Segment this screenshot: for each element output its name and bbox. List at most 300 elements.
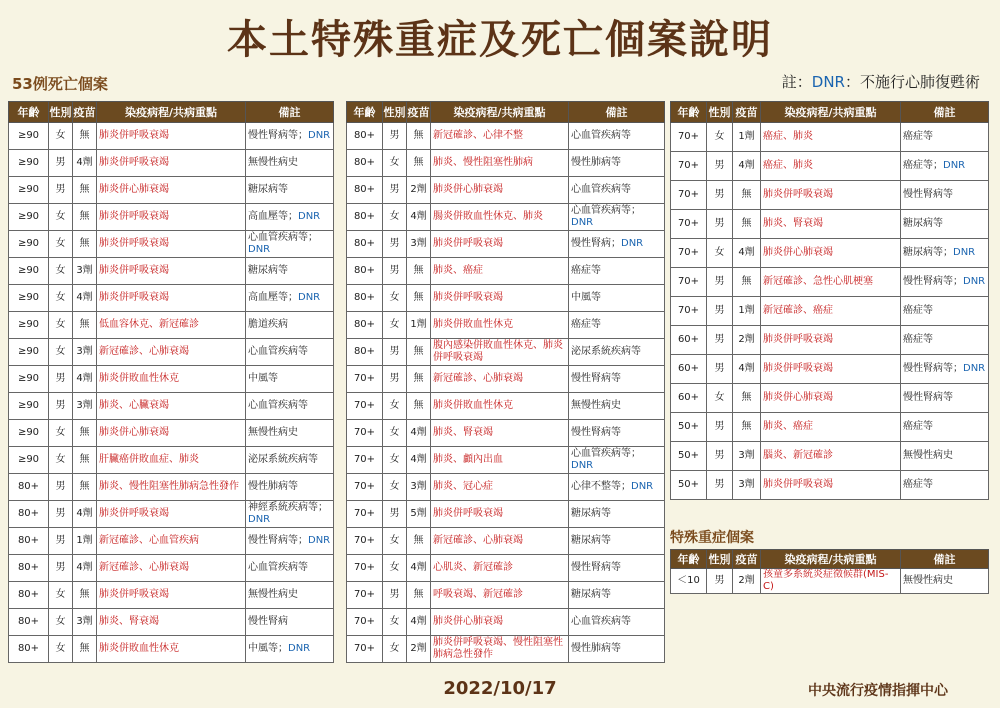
sex-cell: 男 xyxy=(49,366,73,393)
sex-cell: 男 xyxy=(707,268,733,297)
vaccine-cell: 2劑 xyxy=(733,326,761,355)
course-cell: 腹內感染併敗血性休克、肺炎併呼吸衰竭 xyxy=(431,339,569,366)
age-cell: 70+ xyxy=(347,366,383,393)
vaccine-cell: 1劑 xyxy=(73,528,97,555)
course-cell: 肺炎併呼吸衰竭 xyxy=(761,471,901,500)
age-cell: 70+ xyxy=(671,181,707,210)
course-cell: 肺炎、腎衰竭 xyxy=(431,420,569,447)
age-cell: 60+ xyxy=(671,355,707,384)
table-row xyxy=(9,636,334,663)
vaccine-cell: 無 xyxy=(733,268,761,297)
table-row xyxy=(347,474,665,501)
age-cell: 70+ xyxy=(671,210,707,239)
header-sex: 性別 xyxy=(49,102,73,123)
dnr-tag: DNR xyxy=(308,130,331,141)
course-cell: 肺炎、心臟衰竭 xyxy=(97,393,246,420)
vaccine-cell: 無 xyxy=(407,366,431,393)
course-cell: 新冠確診、心血管疾病 xyxy=(97,528,246,555)
course-cell: 肝臟癌併敗血症、肺炎 xyxy=(97,447,246,474)
header-course: 染疫病程/共病重點 xyxy=(97,102,246,123)
age-cell: ≥90 xyxy=(9,285,49,312)
remarks-cell: 泌尿系統疾病等 xyxy=(569,339,665,366)
vaccine-cell: 無 xyxy=(407,258,431,285)
course-cell: 肺炎、慢性阻塞性肺病 xyxy=(431,150,569,177)
sex-cell: 男 xyxy=(707,181,733,210)
vaccine-cell: 無 xyxy=(733,181,761,210)
course-cell: 肺炎併呼吸衰竭 xyxy=(97,204,246,231)
course-cell: 肺炎、癌症 xyxy=(431,258,569,285)
sex-cell: 男 xyxy=(49,150,73,177)
remarks-cell: 癌症等 xyxy=(901,326,989,355)
remarks-cell: 心血管疾病等 xyxy=(569,177,665,204)
remarks-cell: 癌症等 xyxy=(569,312,665,339)
death-cases-title: 53例死亡個案 xyxy=(12,75,108,93)
sex-cell: 女 xyxy=(49,204,73,231)
sex-cell: 男 xyxy=(49,177,73,204)
remarks-cell: 糖尿病等 xyxy=(246,177,334,204)
vaccine-cell: 4劑 xyxy=(733,239,761,268)
age-cell: 50+ xyxy=(671,442,707,471)
vaccine-cell: 3劑 xyxy=(73,393,97,420)
course-cell: 肺炎併呼吸衰竭 xyxy=(97,258,246,285)
sex-cell: 男 xyxy=(49,393,73,420)
age-cell: ≥90 xyxy=(9,204,49,231)
remarks-cell: 無慢性病史 xyxy=(901,569,989,594)
remarks-cell: 高血壓等；DNR xyxy=(246,204,334,231)
remarks-cell: 糖尿病等 xyxy=(569,582,665,609)
vaccine-cell: 無 xyxy=(733,210,761,239)
age-cell: 70+ xyxy=(671,123,707,152)
table-row xyxy=(9,393,334,420)
table-row xyxy=(347,258,665,285)
vaccine-cell: 1劑 xyxy=(733,123,761,152)
age-cell: 60+ xyxy=(671,326,707,355)
table-row xyxy=(671,123,989,152)
remarks-cell: 慢性腎病等；DNR xyxy=(246,528,334,555)
dnr-tag: DNR xyxy=(571,460,594,471)
table-row xyxy=(9,150,334,177)
header-course: 染疫病程/共病重點 xyxy=(431,102,569,123)
sex-cell: 男 xyxy=(707,569,733,594)
vaccine-cell: 無 xyxy=(73,582,97,609)
course-cell: 新冠確診、心肺衰竭 xyxy=(431,366,569,393)
table-row xyxy=(9,231,334,258)
course-cell: 肺炎、癌症 xyxy=(761,413,901,442)
sex-cell: 女 xyxy=(49,339,73,366)
table-row xyxy=(9,258,334,285)
course-cell: 新冠確診、心肺衰竭 xyxy=(97,555,246,582)
report-date: 2022/10/17 xyxy=(443,678,557,699)
sex-cell: 女 xyxy=(49,123,73,150)
remarks-cell: 糖尿病等 xyxy=(246,258,334,285)
remarks-cell: 無慢性病史 xyxy=(901,442,989,471)
course-cell: 肺炎併呼吸衰竭 xyxy=(97,123,246,150)
remarks-cell: 心血管疾病等 xyxy=(246,393,334,420)
course-cell: 肺炎併心肺衰竭 xyxy=(97,420,246,447)
vaccine-cell: 3劑 xyxy=(407,231,431,258)
remarks-cell: 慢性腎病等 xyxy=(569,555,665,582)
table-row xyxy=(347,312,665,339)
table-row xyxy=(671,384,989,413)
course-cell: 肺炎、慢性阻塞性肺病急性發作 xyxy=(97,474,246,501)
table-row xyxy=(347,123,665,150)
vaccine-cell: 無 xyxy=(73,177,97,204)
sex-cell: 男 xyxy=(707,210,733,239)
table-row xyxy=(9,123,334,150)
age-cell: 70+ xyxy=(347,420,383,447)
course-cell: 肺炎併敗血性休克 xyxy=(431,393,569,420)
age-cell: ≥90 xyxy=(9,447,49,474)
remarks-cell: 心血管疾病等 xyxy=(246,339,334,366)
course-cell: 肺炎併心肺衰竭 xyxy=(761,239,901,268)
age-cell: ≥90 xyxy=(9,420,49,447)
sex-cell: 女 xyxy=(383,204,407,231)
vaccine-cell: 無 xyxy=(407,339,431,366)
age-cell: 80+ xyxy=(347,123,383,150)
age-cell: ≥90 xyxy=(9,393,49,420)
dnr-tag: DNR xyxy=(298,211,321,222)
death-table-3 xyxy=(670,101,989,500)
sex-cell: 女 xyxy=(49,582,73,609)
course-cell: 肺炎、腎衰竭 xyxy=(97,609,246,636)
table-row xyxy=(347,636,665,663)
remarks-cell: 慢性腎病 xyxy=(246,609,334,636)
age-cell: 70+ xyxy=(671,239,707,268)
sex-cell: 男 xyxy=(383,366,407,393)
course-cell: 肺炎併敗血性休克 xyxy=(97,366,246,393)
remarks-cell: 慢性肺病等 xyxy=(569,636,665,663)
course-cell: 癌症、肺炎 xyxy=(761,123,901,152)
vaccine-cell: 無 xyxy=(407,123,431,150)
course-cell: 肺炎併心肺衰竭 xyxy=(431,177,569,204)
remarks-cell: 心血管疾病等；DNR xyxy=(569,447,665,474)
sex-cell: 女 xyxy=(383,393,407,420)
table-row xyxy=(9,555,334,582)
sex-cell: 男 xyxy=(707,413,733,442)
sex-cell: 女 xyxy=(707,239,733,268)
sex-cell: 男 xyxy=(707,471,733,500)
remarks-cell: 無慢性病史 xyxy=(246,150,334,177)
sex-cell: 男 xyxy=(49,474,73,501)
header-age: 年齡 xyxy=(9,102,49,123)
age-cell: 80+ xyxy=(347,285,383,312)
header-vaccine: 疫苗 xyxy=(407,102,431,123)
course-cell: 肺炎併呼吸衰竭 xyxy=(761,326,901,355)
table-row xyxy=(9,204,334,231)
remarks-cell: 慢性肺病等 xyxy=(569,150,665,177)
course-cell: 肺炎、顱內出血 xyxy=(431,447,569,474)
age-cell: 70+ xyxy=(347,609,383,636)
remarks-cell: 中風等；DNR xyxy=(246,636,334,663)
vaccine-cell: 無 xyxy=(407,582,431,609)
sex-cell: 男 xyxy=(707,297,733,326)
vaccine-cell: 3劑 xyxy=(73,609,97,636)
vaccine-cell: 4劑 xyxy=(733,152,761,181)
table-row xyxy=(347,204,665,231)
dnr-tag: DNR xyxy=(621,238,644,249)
vaccine-cell: 無 xyxy=(407,150,431,177)
table-row xyxy=(9,285,334,312)
sex-cell: 女 xyxy=(383,420,407,447)
sex-cell: 男 xyxy=(383,231,407,258)
header-remarks: 備註 xyxy=(901,550,989,569)
age-cell: 70+ xyxy=(347,582,383,609)
remarks-cell: 慢性腎病等；DNR xyxy=(246,123,334,150)
sex-cell: 女 xyxy=(383,447,407,474)
sex-cell: 女 xyxy=(383,312,407,339)
vaccine-cell: 無 xyxy=(73,474,97,501)
vaccine-cell: 2劑 xyxy=(407,636,431,663)
table-row xyxy=(9,501,334,528)
age-cell: 80+ xyxy=(347,204,383,231)
remarks-cell: 高血壓等；DNR xyxy=(246,285,334,312)
sex-cell: 女 xyxy=(383,150,407,177)
table-row xyxy=(671,442,989,471)
vaccine-cell: 1劑 xyxy=(733,297,761,326)
table-row xyxy=(9,177,334,204)
age-cell: 70+ xyxy=(347,501,383,528)
header-age: 年齡 xyxy=(671,102,707,123)
remarks-cell: 神經系統疾病等；DNR xyxy=(246,501,334,528)
table-row xyxy=(671,181,989,210)
vaccine-cell: 4劑 xyxy=(407,204,431,231)
header-vaccine: 疫苗 xyxy=(73,102,97,123)
age-cell: ≥90 xyxy=(9,231,49,258)
vaccine-cell: 無 xyxy=(73,231,97,258)
age-cell: 50+ xyxy=(671,413,707,442)
header-course: 染疫病程/共病重點 xyxy=(761,102,901,123)
vaccine-cell: 4劑 xyxy=(73,501,97,528)
sex-cell: 男 xyxy=(383,123,407,150)
age-cell: ＜10 xyxy=(671,569,707,594)
table-row xyxy=(347,285,665,312)
sex-cell: 男 xyxy=(383,582,407,609)
vaccine-cell: 2劑 xyxy=(407,177,431,204)
dnr-tag: DNR xyxy=(308,535,331,546)
table-row xyxy=(671,297,989,326)
sex-cell: 男 xyxy=(49,528,73,555)
note-suffix: ：不施行心肺復甦術 xyxy=(844,73,980,91)
table-row xyxy=(9,366,334,393)
remarks-cell: 慢性腎病等 xyxy=(569,366,665,393)
remarks-cell: 無慢性病史 xyxy=(246,420,334,447)
table-row xyxy=(9,582,334,609)
remarks-cell: 心血管疾病等；DNR xyxy=(569,204,665,231)
header-sex: 性別 xyxy=(707,102,733,123)
vaccine-cell: 4劑 xyxy=(73,555,97,582)
dnr-tag: DNR xyxy=(943,160,966,171)
table-row xyxy=(671,152,989,181)
sex-cell: 男 xyxy=(707,326,733,355)
vaccine-cell: 4劑 xyxy=(407,555,431,582)
remarks-cell: 慢性腎病；DNR xyxy=(569,231,665,258)
table-row xyxy=(347,150,665,177)
course-cell: 肺炎併呼吸衰竭 xyxy=(431,231,569,258)
severe-cases-title: 特殊重症個案 xyxy=(670,530,754,546)
sex-cell: 男 xyxy=(383,339,407,366)
table-row xyxy=(9,528,334,555)
vaccine-cell: 3劑 xyxy=(733,471,761,500)
dnr-tag: DNR xyxy=(953,247,976,258)
vaccine-cell: 4劑 xyxy=(73,285,97,312)
table-row xyxy=(9,474,334,501)
table-row xyxy=(347,447,665,474)
dnr-note xyxy=(782,71,980,92)
table-row xyxy=(671,268,989,297)
course-cell: 肺炎併呼吸衰竭 xyxy=(97,231,246,258)
sex-cell: 女 xyxy=(707,384,733,413)
age-cell: 70+ xyxy=(671,268,707,297)
table-row xyxy=(9,420,334,447)
age-cell: ≥90 xyxy=(9,258,49,285)
remarks-cell: 慢性腎病等 xyxy=(901,181,989,210)
vaccine-cell: 無 xyxy=(733,413,761,442)
sex-cell: 女 xyxy=(383,474,407,501)
vaccine-cell: 2劑 xyxy=(733,569,761,594)
age-cell: ≥90 xyxy=(9,150,49,177)
course-cell: 癌症、肺炎 xyxy=(761,152,901,181)
death-table-1 xyxy=(8,101,334,663)
table-row xyxy=(347,528,665,555)
dnr-tag: DNR xyxy=(298,292,321,303)
age-cell: 70+ xyxy=(347,636,383,663)
table-row xyxy=(9,609,334,636)
dnr-tag: DNR xyxy=(248,514,271,525)
age-cell: 60+ xyxy=(671,384,707,413)
sex-cell: 女 xyxy=(49,636,73,663)
remarks-cell: 心血管疾病等；DNR xyxy=(246,231,334,258)
table-row xyxy=(671,569,989,594)
severe-table xyxy=(670,549,989,594)
age-cell: 80+ xyxy=(347,177,383,204)
header-course: 染疫病程/共病重點 xyxy=(761,550,901,569)
age-cell: 80+ xyxy=(347,312,383,339)
table-row xyxy=(347,366,665,393)
header-remarks: 備註 xyxy=(901,102,989,123)
remarks-cell: 癌症等 xyxy=(901,471,989,500)
sex-cell: 男 xyxy=(383,501,407,528)
vaccine-cell: 無 xyxy=(407,393,431,420)
table-row xyxy=(347,609,665,636)
sex-cell: 女 xyxy=(707,123,733,152)
age-cell: 70+ xyxy=(347,555,383,582)
note-dnr: DNR xyxy=(811,73,845,91)
remarks-cell: 癌症等 xyxy=(569,258,665,285)
course-cell: 肺炎併呼吸衰竭 xyxy=(97,150,246,177)
age-cell: ≥90 xyxy=(9,312,49,339)
course-cell: 低血容休克、新冠確診 xyxy=(97,312,246,339)
vaccine-cell: 無 xyxy=(407,528,431,555)
remarks-cell: 糖尿病等 xyxy=(569,528,665,555)
vaccine-cell: 4劑 xyxy=(73,150,97,177)
course-cell: 肺炎併心肺衰竭 xyxy=(431,609,569,636)
remarks-cell: 慢性腎病等；DNR xyxy=(901,355,989,384)
table-row xyxy=(347,555,665,582)
course-cell: 新冠確診、心律不整 xyxy=(431,123,569,150)
sex-cell: 男 xyxy=(49,501,73,528)
remarks-cell: 心血管疾病等 xyxy=(569,123,665,150)
course-cell: 腸炎併敗血性休克、肺炎 xyxy=(431,204,569,231)
sex-cell: 女 xyxy=(49,312,73,339)
course-cell: 肺炎、腎衰竭 xyxy=(761,210,901,239)
remarks-cell: 慢性腎病等 xyxy=(569,420,665,447)
agency-name: 中央流行疫情指揮中心 xyxy=(808,683,948,699)
course-cell: 肺炎併呼吸衰竭 xyxy=(431,501,569,528)
remarks-cell: 膽道疾病 xyxy=(246,312,334,339)
page-title: 本土特殊重症及死亡個案說明 xyxy=(227,17,773,63)
remarks-cell: 癌症等 xyxy=(901,297,989,326)
course-cell: 新冠確診、癌症 xyxy=(761,297,901,326)
vaccine-cell: 無 xyxy=(73,204,97,231)
remarks-cell: 癌症等 xyxy=(901,123,989,152)
table-row xyxy=(671,239,989,268)
sex-cell: 男 xyxy=(707,442,733,471)
vaccine-cell: 無 xyxy=(73,312,97,339)
death-table-2 xyxy=(346,101,665,663)
dnr-tag: DNR xyxy=(248,244,271,255)
table-row xyxy=(347,393,665,420)
sex-cell: 女 xyxy=(383,555,407,582)
vaccine-cell: 5劑 xyxy=(407,501,431,528)
dnr-tag: DNR xyxy=(288,643,311,654)
dnr-tag: DNR xyxy=(571,217,594,228)
table-row xyxy=(671,355,989,384)
age-cell: 70+ xyxy=(671,297,707,326)
course-cell: 腦炎、新冠確診 xyxy=(761,442,901,471)
course-cell: 呼吸衰竭、新冠確診 xyxy=(431,582,569,609)
course-cell: 新冠確診、心肺衰竭 xyxy=(97,339,246,366)
vaccine-cell: 無 xyxy=(73,123,97,150)
vaccine-cell: 4劑 xyxy=(407,420,431,447)
table-row xyxy=(347,582,665,609)
remarks-cell: 心血管疾病等 xyxy=(569,609,665,636)
course-cell: 肺炎併呼吸衰竭 xyxy=(761,355,901,384)
vaccine-cell: 4劑 xyxy=(407,447,431,474)
age-cell: 80+ xyxy=(9,582,49,609)
age-cell: 50+ xyxy=(671,471,707,500)
table-row xyxy=(9,447,334,474)
age-cell: ≥90 xyxy=(9,123,49,150)
sex-cell: 女 xyxy=(49,609,73,636)
vaccine-cell: 3劑 xyxy=(73,339,97,366)
sex-cell: 女 xyxy=(383,609,407,636)
vaccine-cell: 3劑 xyxy=(733,442,761,471)
age-cell: 80+ xyxy=(9,528,49,555)
remarks-cell: 糖尿病等；DNR xyxy=(901,239,989,268)
remarks-cell: 癌症等 xyxy=(901,413,989,442)
vaccine-cell: 無 xyxy=(73,447,97,474)
sex-cell: 女 xyxy=(383,636,407,663)
remarks-cell: 慢性腎病等 xyxy=(901,384,989,413)
course-cell: 肺炎併呼吸衰竭、慢性阻塞性肺病急性發作 xyxy=(431,636,569,663)
vaccine-cell: 3劑 xyxy=(407,474,431,501)
course-cell: 心肌炎、新冠確診 xyxy=(431,555,569,582)
sex-cell: 男 xyxy=(707,152,733,181)
sex-cell: 男 xyxy=(707,355,733,384)
age-cell: 80+ xyxy=(347,231,383,258)
age-cell: 70+ xyxy=(347,528,383,555)
table-row xyxy=(671,471,989,500)
table-row xyxy=(9,312,334,339)
age-cell: 80+ xyxy=(347,258,383,285)
remarks-cell: 泌尿系統疾病等 xyxy=(246,447,334,474)
remarks-cell: 中風等 xyxy=(246,366,334,393)
remarks-cell: 中風等 xyxy=(569,285,665,312)
age-cell: 80+ xyxy=(9,555,49,582)
remarks-cell: 心血管疾病等 xyxy=(246,555,334,582)
header-sex: 性別 xyxy=(383,102,407,123)
header-vaccine: 疫苗 xyxy=(733,102,761,123)
